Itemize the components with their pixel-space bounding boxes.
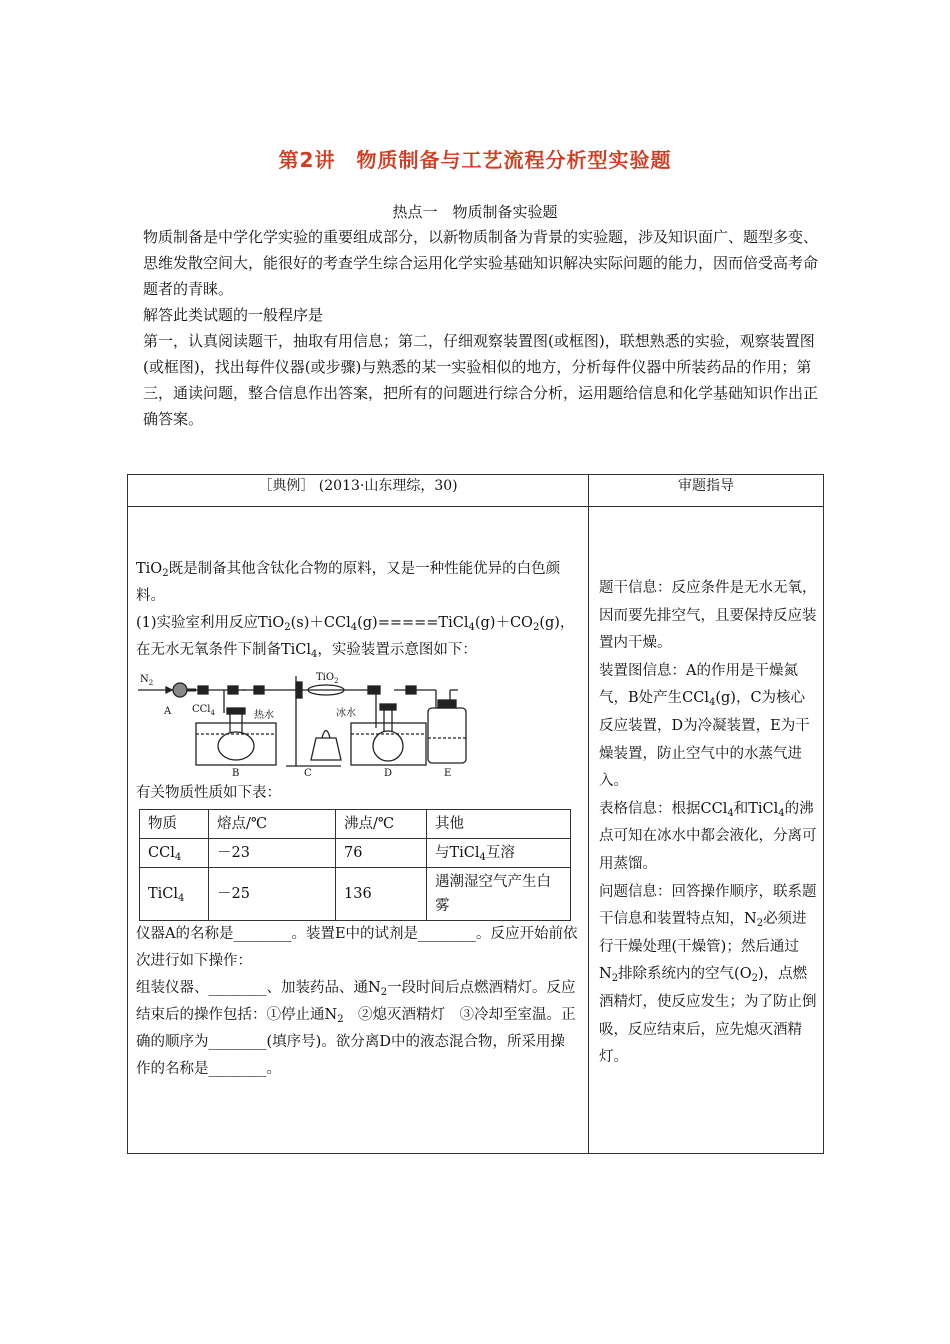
properties-table — [139, 809, 571, 921]
table-cell: －25 — [209, 868, 336, 921]
label-c: C — [304, 768, 312, 778]
label-e: E — [444, 768, 452, 778]
guide-stem-info: 题干信息：反应条件是无水无氧，因而要先排空气，且要保持反应装置内干燥。 — [599, 580, 817, 652]
label-tio2: TiO$_2$ — [316, 672, 339, 685]
intro-text — [143, 224, 823, 432]
label-ice-water: 冰水 — [336, 708, 356, 719]
table-cell: 136 — [336, 868, 427, 921]
label-hot-water: 热水 — [254, 710, 274, 721]
table-cell: －23 — [209, 839, 336, 868]
guide-body — [589, 507, 824, 1154]
example-table — [127, 474, 824, 1154]
table-cell: 76 — [336, 839, 427, 868]
label-a: A — [164, 706, 172, 717]
problem-question-1: (1)实验室利用反应$TiO_2(s)+CCl_4(g)=====TiCl_4(g)+CO_2(g)$，在无水无氧条件下制备TiCl$_4$，实验装置示意图如下： — [136, 615, 575, 660]
table-row — [140, 868, 571, 921]
table-cell: 遇潮湿空气产生白雾 — [427, 868, 571, 921]
table-header-cell: 其他 — [427, 810, 571, 839]
guide-diagram-info: 装置图信息：A的作用是干燥氮气，B处产生CCl$_4$(g)，C为核心反应装置，D为冷凝装置，E为干燥装置，防止空气中的水蒸气进入。 — [599, 662, 810, 790]
example-header: ［典例］ (2013·山东理综，30) — [128, 475, 589, 507]
problem-question-3: 组装仪器、________、加装药品、通$N_2$一段时间后点燃酒精灯。反应结束后的操作包括：①停止通$N_2$ ②熄灭酒精灯 ③冷却至室温。正确的顺序为________(填序号)。欲分离D中的液态混合物，所采用操作的名称是________。 — [136, 980, 576, 1077]
label-d: D — [384, 768, 393, 778]
intro-paragraph: 物质制备是中学化学实验的重要组成部分，以新物质制备为背景的实验题，涉及知识面广、题型多变、思维发散空间大，能很好的考查学生综合运用化学实验基础知识解决实际问题的能力，因而倍受高考命题者的青睐。 — [143, 228, 819, 298]
label-ccl4: CCl$_4$ — [192, 704, 215, 717]
table-cell: CCl$_4$ — [140, 839, 209, 868]
label-b: B — [232, 768, 240, 778]
table-header-cell: 物质 — [140, 810, 209, 839]
table-header-cell: 熔点/℃ — [209, 810, 336, 839]
section-heading: 热点一 物质制备实验题 — [392, 203, 558, 221]
intro-paragraph: 解答此类试题的一般程序是 — [143, 306, 324, 324]
intro-paragraph: 第一，认真阅读题干，抽取有用信息；第二，仔细观察装置图(或框图)，联想熟悉的实验，观察装置图(或框图)，找出每件仪器(或步骤)与熟悉的某一实验相似的地方，分析每件仪器中所装药品的作用；第三，通读问题，整合信息作出答案，把所有的问题进行综合分析，运用题给信息和化学基础知识作出正确答案。 — [143, 332, 819, 428]
table-cell: TiCl$_4$ — [140, 868, 209, 921]
guide-header: 审题指导 — [589, 475, 824, 507]
problem-question-2: 仪器A的名称是________。装置E中的试剂是________。反应开始前依次进行如下操作： — [136, 926, 578, 969]
label-n2: $N_2$ — [140, 674, 154, 687]
problem-stem: TiO$_2$既是制备其他含钛化合物的原料，又是一种性能优异的白色颜料。 — [136, 561, 561, 604]
table-header-cell: 沸点/℃ — [336, 810, 427, 839]
page-title: 第2讲 物质制备与工艺流程分析型实验题 — [278, 148, 672, 172]
guide-question-info: 问题信息：回答操作顺序，联系题干信息和装置特点知，$N_2$必须进行干燥处理(干燥管)；然后通过$N_2$排除系统内的空气$(O_2)$，点燃酒精灯，使反应发生；为了防止倒吸，反应结束后，应先熄灭酒精灯。 — [599, 883, 817, 1066]
guide-table-info: 表格信息：根据CCl$_4$和TiCl$_4$的沸点可知在冰水中都会液化，分离可用蒸馏。 — [599, 800, 817, 872]
apparatus-diagram — [136, 668, 576, 778]
example-body — [128, 507, 589, 1154]
table-cell: 与TiCl$_4$互溶 — [427, 839, 571, 868]
table-row — [140, 839, 571, 868]
table-intro: 有关物质性质如下表： — [136, 785, 281, 801]
